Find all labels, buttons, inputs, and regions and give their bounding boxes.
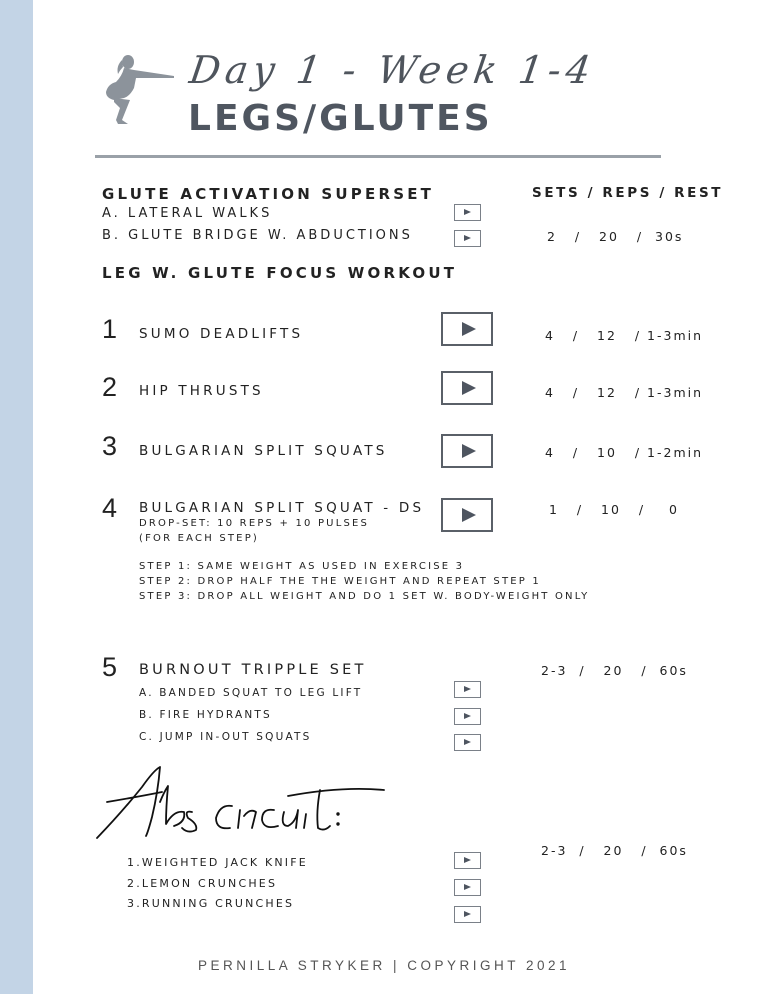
reps-value: 20 xyxy=(599,229,619,244)
drop-step: STEP 3: DROP ALL WEIGHT AND DO 1 SET W. BODY-WEIGHT ONLY xyxy=(139,591,590,602)
play-video-button[interactable] xyxy=(454,204,481,221)
exercise-number: 2 xyxy=(102,372,118,402)
exercise-srr: 2-3 / 20 / 60s xyxy=(541,663,688,678)
rest-value: 0 xyxy=(668,502,679,517)
play-video-button[interactable] xyxy=(441,498,493,532)
header-divider xyxy=(95,155,661,158)
rest-value: 1-3min xyxy=(647,328,704,343)
exercise-name: BULGARIAN SPLIT SQUAT - DS xyxy=(139,500,425,516)
exercise-srr: 1 / 10 / 0 xyxy=(549,502,679,517)
rest-value: 1-2min xyxy=(647,445,704,460)
sets-value: 2 xyxy=(547,229,557,244)
reps-value: 10 xyxy=(601,502,621,517)
play-video-button[interactable] xyxy=(454,879,481,896)
play-video-button[interactable] xyxy=(454,852,481,869)
reps-value: 12 xyxy=(597,385,617,400)
reps-value: 20 xyxy=(603,663,624,678)
rest-value: 60s xyxy=(659,843,688,858)
exercise-name: BURNOUT TRIPPLE SET xyxy=(139,662,367,678)
sets-value: 4 xyxy=(545,445,555,460)
abs-item: 3.RUNNING CRUNCHES xyxy=(127,897,295,910)
burnout-item: C. JUMP IN-OUT SQUATS xyxy=(139,731,312,743)
abs-item: 1.WEIGHTED JACK KNIFE xyxy=(127,856,308,869)
play-video-button[interactable] xyxy=(441,312,493,346)
activation-heading: GLUTE ACTIVATION SUPERSET xyxy=(102,185,435,203)
workout-heading: LEG W. GLUTE FOCUS WORKOUT xyxy=(102,264,458,282)
reps-value: 12 xyxy=(597,328,617,343)
play-video-button[interactable] xyxy=(454,906,481,923)
sets-value: 2-3 xyxy=(541,843,568,858)
script-title: Day 1 - Week 1-4 xyxy=(186,48,599,92)
activation-item: A. LATERAL WALKS xyxy=(102,206,273,221)
squat-figure-icon xyxy=(100,52,178,130)
play-video-button[interactable] xyxy=(441,434,493,468)
play-video-button[interactable] xyxy=(454,681,481,698)
rest-value: 1-3min xyxy=(647,385,704,400)
exercise-name: HIP THRUSTS xyxy=(139,383,264,399)
drop-step: STEP 2: DROP HALF THE THE WEIGHT AND REPEAT STEP 1 xyxy=(139,576,541,587)
sets-value: 4 xyxy=(545,328,555,343)
exercise-number: 1 xyxy=(102,314,118,344)
reps-value: 20 xyxy=(603,843,624,858)
page-title: LEGS/GLUTES xyxy=(188,98,493,139)
exercise-name: BULGARIAN SPLIT SQUATS xyxy=(139,443,388,459)
exercise-number: 4 xyxy=(102,493,118,523)
exercise-note: (FOR EACH STEP) xyxy=(139,533,260,544)
activation-item: B. GLUTE BRIDGE W. ABDUCTIONS xyxy=(102,228,413,243)
exercise-number: 3 xyxy=(102,431,118,461)
sets-value: 4 xyxy=(545,385,555,400)
side-accent-strip xyxy=(0,0,33,994)
rest-value: 30s xyxy=(655,229,684,244)
sets-reps-rest-header: SETS / REPS / REST xyxy=(532,185,724,201)
burnout-item: B. FIRE HYDRANTS xyxy=(139,709,272,721)
activation-srr: 2 / 20 / 30s xyxy=(547,229,684,244)
exercise-srr: 4 / 12 / 1-3min xyxy=(545,385,704,400)
reps-value: 10 xyxy=(597,445,617,460)
footer-copyright: PERNILLA STRYKER | COPYRIGHT 2021 xyxy=(197,958,571,973)
exercise-name: SUMO DEADLIFTS xyxy=(139,326,304,342)
play-video-button[interactable] xyxy=(454,734,481,751)
exercise-srr: 4 / 12 / 1-3min xyxy=(545,328,704,343)
burnout-item: A. BANDED SQUAT TO LEG LIFT xyxy=(139,687,363,699)
sets-value: 1 xyxy=(549,502,559,517)
play-video-button[interactable] xyxy=(454,230,481,247)
abs-srr: 2-3 / 20 / 60s xyxy=(541,843,688,858)
exercise-number: 5 xyxy=(102,652,118,682)
abs-circuit-heading xyxy=(92,762,392,844)
play-video-button[interactable] xyxy=(454,708,481,725)
drop-step: STEP 1: SAME WEIGHT AS USED IN EXERCISE 3 xyxy=(139,561,465,572)
play-video-button[interactable] xyxy=(441,371,493,405)
exercise-srr: 4 / 10 / 1-2min xyxy=(545,445,704,460)
sets-value: 2-3 xyxy=(541,663,568,678)
exercise-note: DROP-SET: 10 REPS + 10 PULSES xyxy=(139,518,370,529)
abs-item: 2.LEMON CRUNCHES xyxy=(127,877,278,890)
rest-value: 60s xyxy=(659,663,688,678)
